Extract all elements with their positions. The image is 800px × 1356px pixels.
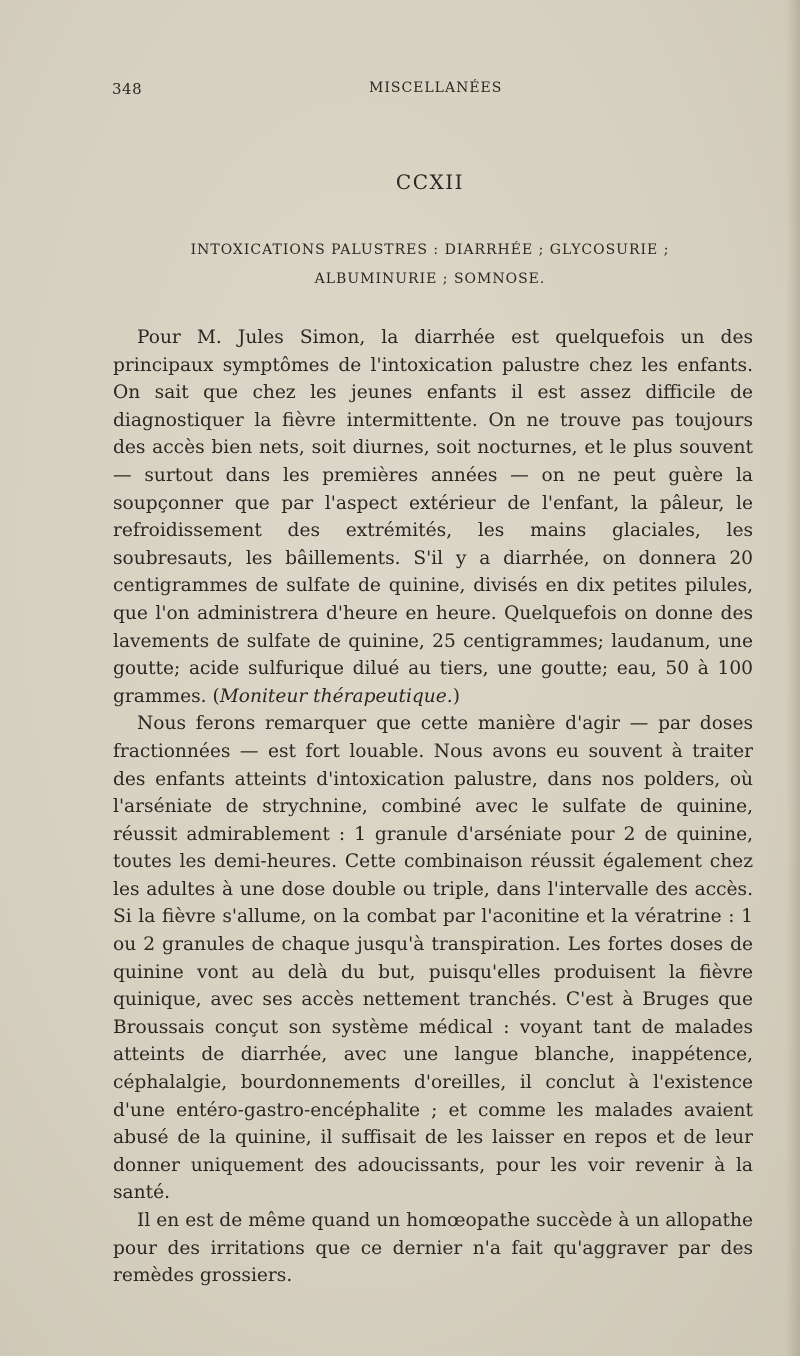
citation-close: ) (452, 685, 460, 707)
running-head (112, 80, 762, 102)
chapter-title (150, 236, 710, 294)
paragraph-2: Nous ferons remarquer que cette manière d'agir — par doses fractionnées — est fort louable. Nous avons eu souvent à traiter des enfants atteints d'intoxication palustre, dans nos polders, où l'arséniate de strychnine, combiné avec le sulfate de quinine, réussit admirablement : 1 granule d'arséniate pour 2 de quinine, toutes les demi-heures. Cette combinaison réussit également chez les adultes à une dose double ou triple, dans l'intervalle des accès. Si la fièvre s'allume, on la combat par l'aconitine et la vératrine : 1 ou 2 granules de chaque jusqu'à transpiration. Les fortes doses de quinine vont au delà du but, puisqu'elles produisent la fièvre quinique, avec ses accès nettement tranchés. C'est à Bruges que Broussais conçut son système médical : voyant tant de malades atteints de diarrhée, avec une langue blanche, inappétence, céphalalgie, bourdonnements d'oreilles, il conclut à l'existence d'une entéro-gastro-encéphalite ; et comme les malades avaient abusé de la quinine, il suffisait de les laisser en repos et de leur donner uniquement des adoucissants, pour les voir revenir à la santé. (113, 713, 753, 1204)
chapter-title-line-1: INTOXICATIONS PALUSTRES : DIARRHÉE ; GLYCOSURIE ; (190, 242, 670, 258)
paragraph-3: Il en est de même quand un homœopathe succède à un allopathe pour des irritations que ce dernier n'a fait qu'aggraver par des remèdes grossiers. (113, 1210, 753, 1287)
chapter-title-line-2: ALBUMINURIE ; SOMNOSE. (314, 271, 546, 287)
running-title: MISCELLANÉES (369, 80, 503, 96)
page-number: 348 (112, 80, 143, 98)
citation: Moniteur thérapeutique. (219, 685, 453, 707)
body-text (113, 324, 753, 1290)
page-edge-shadow (786, 0, 800, 1356)
chapter-number: CCXII (395, 170, 465, 194)
paragraph-1-text: Pour M. Jules Simon, la diarrhée est quelquefois un des principaux symptômes de l'intoxication palustre chez les enfants. On sait que chez les jeunes enfants il est assez difficile de diagnostiquer la fièvre intermittente. On ne trouve pas toujours des accès bien nets, soit diurnes, soit nocturnes, et le plus souvent — surtout dans les premières années — on ne peut guère la soupçonner que par l'aspect extérieur de l'enfant, la pâleur, le refroidissement des extrémités, les mains glaciales, les soubresauts, les bâillements. S'il y a diarrhée, on donnera 20 centigrammes de sulfate de quinine, divisés en dix petites pilules, que l'on administrera d'heure en heure. Quelquefois on donne des lavements de sulfate de quinine, 25 centigrammes; laudanum, une goutte; acide sulfurique dilué au tiers, une goutte; eau, 50 à 100 grammes. ( (113, 327, 753, 707)
paragraph-1 (113, 324, 753, 710)
